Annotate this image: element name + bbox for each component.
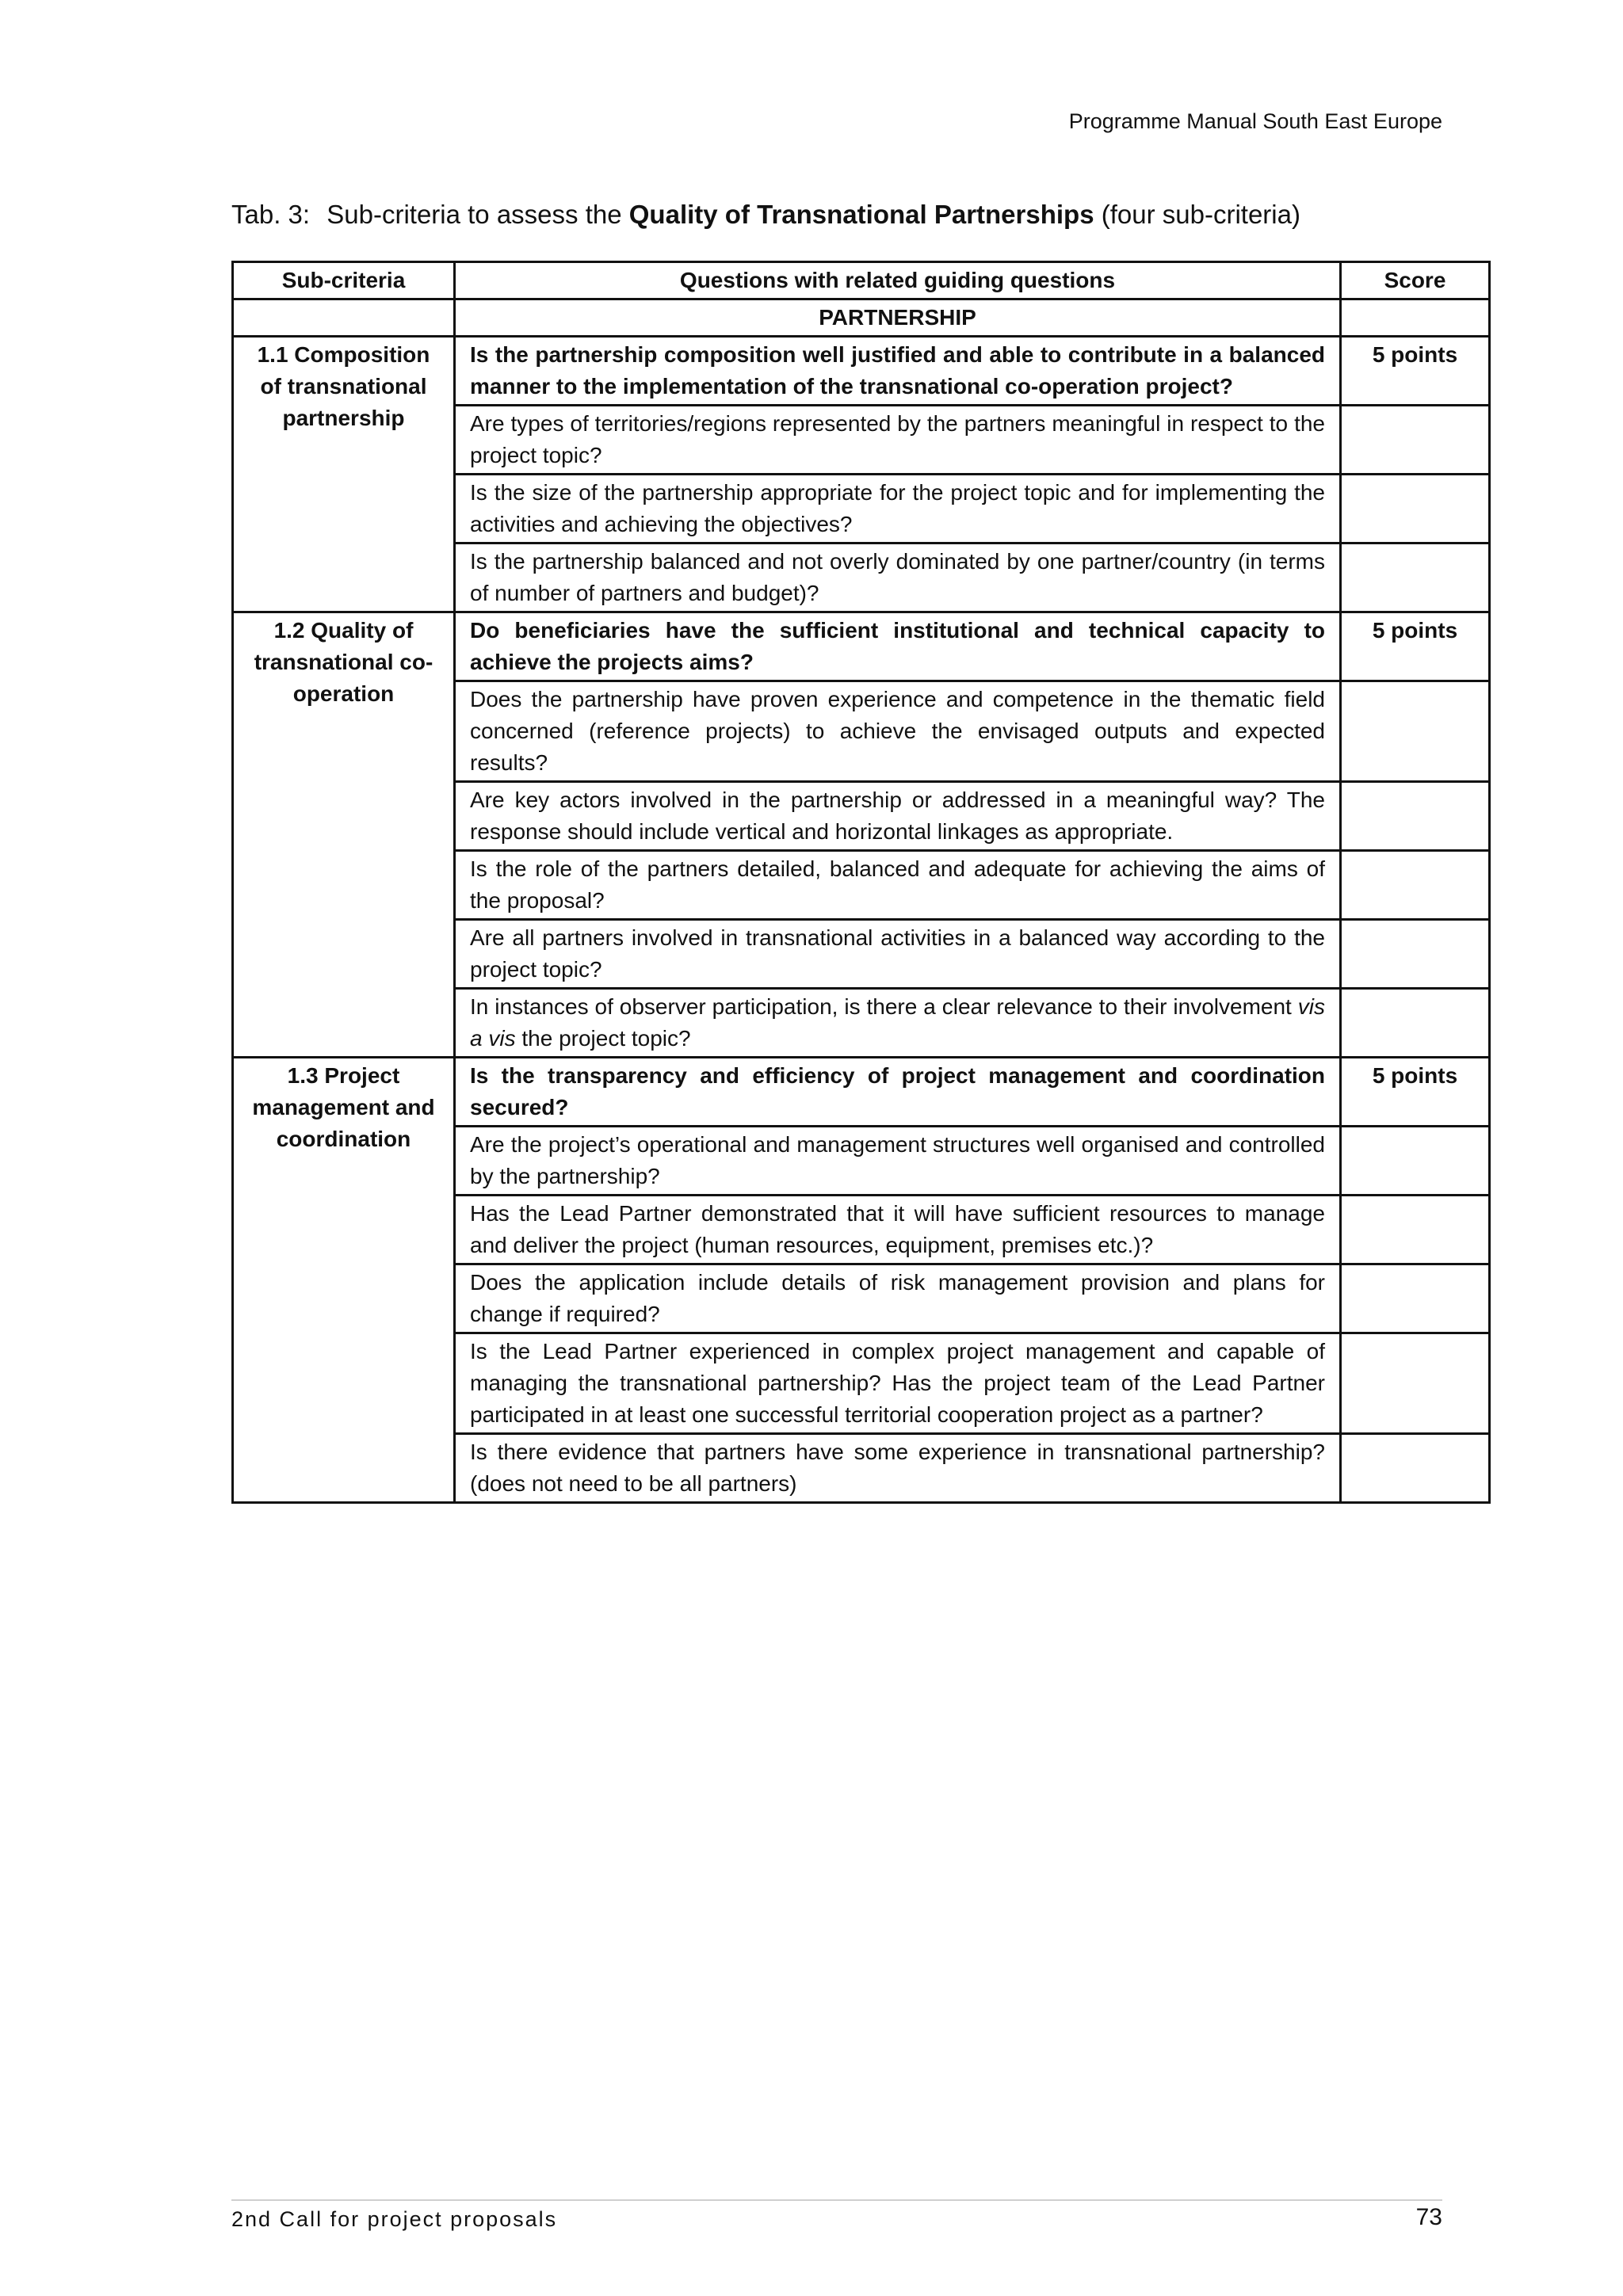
score-empty: [1341, 1196, 1490, 1264]
section-title: PARTNERSHIP: [455, 299, 1341, 337]
footer-call-title: 2nd Call for project proposals: [231, 2207, 558, 2231]
footer-divider: [231, 2199, 1442, 2201]
guiding-question: Are types of territories/regions represented by the partners meaningful in respect to the project topic?: [455, 406, 1341, 475]
main-question-1-1: Is the partnership composition well justified and able to contribute in a balanced manner to the implementation of the transnational co-operation project?: [455, 337, 1341, 406]
guiding-question: Does the application include details of risk management provision and plans for change if required?: [455, 1264, 1341, 1333]
sub-criterion-1-1: 1.1 Composition of transnational partnership: [233, 337, 455, 612]
table-row: [233, 1058, 1490, 1127]
score-empty: [1341, 851, 1490, 920]
criteria-table: [231, 261, 1491, 1504]
table-header-row: [233, 262, 1490, 299]
page-number: 73: [1415, 2204, 1442, 2230]
guiding-question: Is the Lead Partner experienced in complex project management and capable of managing the transnational partnership? Has the project team of the Lead Partner participated in at least one successful territorial cooperation project as a partner?: [455, 1333, 1341, 1434]
score-1-2: 5 points: [1341, 612, 1490, 681]
score-empty: [1341, 1434, 1490, 1503]
score-empty: [1341, 920, 1490, 989]
observer-text-after: the project topic?: [521, 1026, 691, 1051]
score-empty: [1341, 1264, 1490, 1333]
guiding-question: Is the size of the partnership appropriate for the project topic and for implementing the activities and achieving the objectives?: [455, 475, 1341, 543]
table-row: [233, 337, 1490, 406]
score-empty: [1341, 475, 1490, 543]
score-empty: [1341, 989, 1490, 1058]
score-empty: [1341, 681, 1490, 782]
score-empty: [1341, 543, 1490, 612]
guiding-question: Is the partnership balanced and not overly dominated by one partner/country (in terms of number of partners and budget)?: [455, 543, 1341, 612]
col-header-sub-criteria: Sub-criteria: [233, 262, 455, 299]
caption-suffix: (four sub-criteria): [1101, 200, 1300, 229]
section-row: [233, 299, 1490, 337]
guiding-question: Has the Lead Partner demonstrated that it will have sufficient resources to manage and deliver the project (human resources, equipment, premises etc.)?: [455, 1196, 1341, 1264]
score-empty: [1341, 782, 1490, 851]
col-header-questions: Questions with related guiding questions: [455, 262, 1341, 299]
guiding-question: Are the project’s operational and management structures well organised and controlled by the partnership?: [455, 1127, 1341, 1196]
guiding-question-observer: [455, 989, 1341, 1058]
section-empty-right: [1341, 299, 1490, 337]
score-empty: [1341, 1127, 1490, 1196]
col-header-score: Score: [1341, 262, 1490, 299]
table-caption: [231, 200, 1300, 230]
observer-text-before: In instances of observer participation, is there a clear relevance to their involvement: [470, 994, 1292, 1019]
caption-label: Tab. 3:: [231, 200, 311, 229]
main-question-1-3: Is the transparency and efficiency of project management and coordination secured?: [455, 1058, 1341, 1127]
guiding-question: Are key actors involved in the partnership or addressed in a meaningful way? The response should include vertical and horizontal linkages as appropriate.: [455, 782, 1341, 851]
section-empty-left: [233, 299, 455, 337]
score-empty: [1341, 1333, 1490, 1434]
guiding-question: Are all partners involved in transnational activities in a balanced way according to the project topic?: [455, 920, 1341, 989]
guiding-question: Does the partnership have proven experience and competence in the thematic field concerned (reference projects) to achieve the envisaged outputs and expected results?: [455, 681, 1341, 782]
caption-bold: Quality of Transnational Partnerships: [628, 200, 1094, 229]
score-empty: [1341, 406, 1490, 475]
main-question-1-2: Do beneficiaries have the sufficient institutional and technical capacity to achieve the projects aims?: [455, 612, 1341, 681]
score-1-1: 5 points: [1341, 337, 1490, 406]
guiding-question: Is the role of the partners detailed, balanced and adequate for achieving the aims of the proposal?: [455, 851, 1341, 920]
guiding-question: Is there evidence that partners have some experience in transnational partnership? (does not need to be all partners): [455, 1434, 1341, 1503]
observer-text-italic: vis a vis: [470, 994, 1325, 1051]
sub-criterion-1-2: 1.2 Quality of transnational co-operation: [233, 612, 455, 1058]
score-1-3: 5 points: [1341, 1058, 1490, 1127]
sub-criterion-1-3: 1.3 Project management and coordination: [233, 1058, 455, 1503]
table-row: [233, 612, 1490, 681]
running-header: Programme Manual South East Europe: [1068, 109, 1442, 133]
caption-prefix: Sub-criteria to assess the: [327, 200, 622, 229]
